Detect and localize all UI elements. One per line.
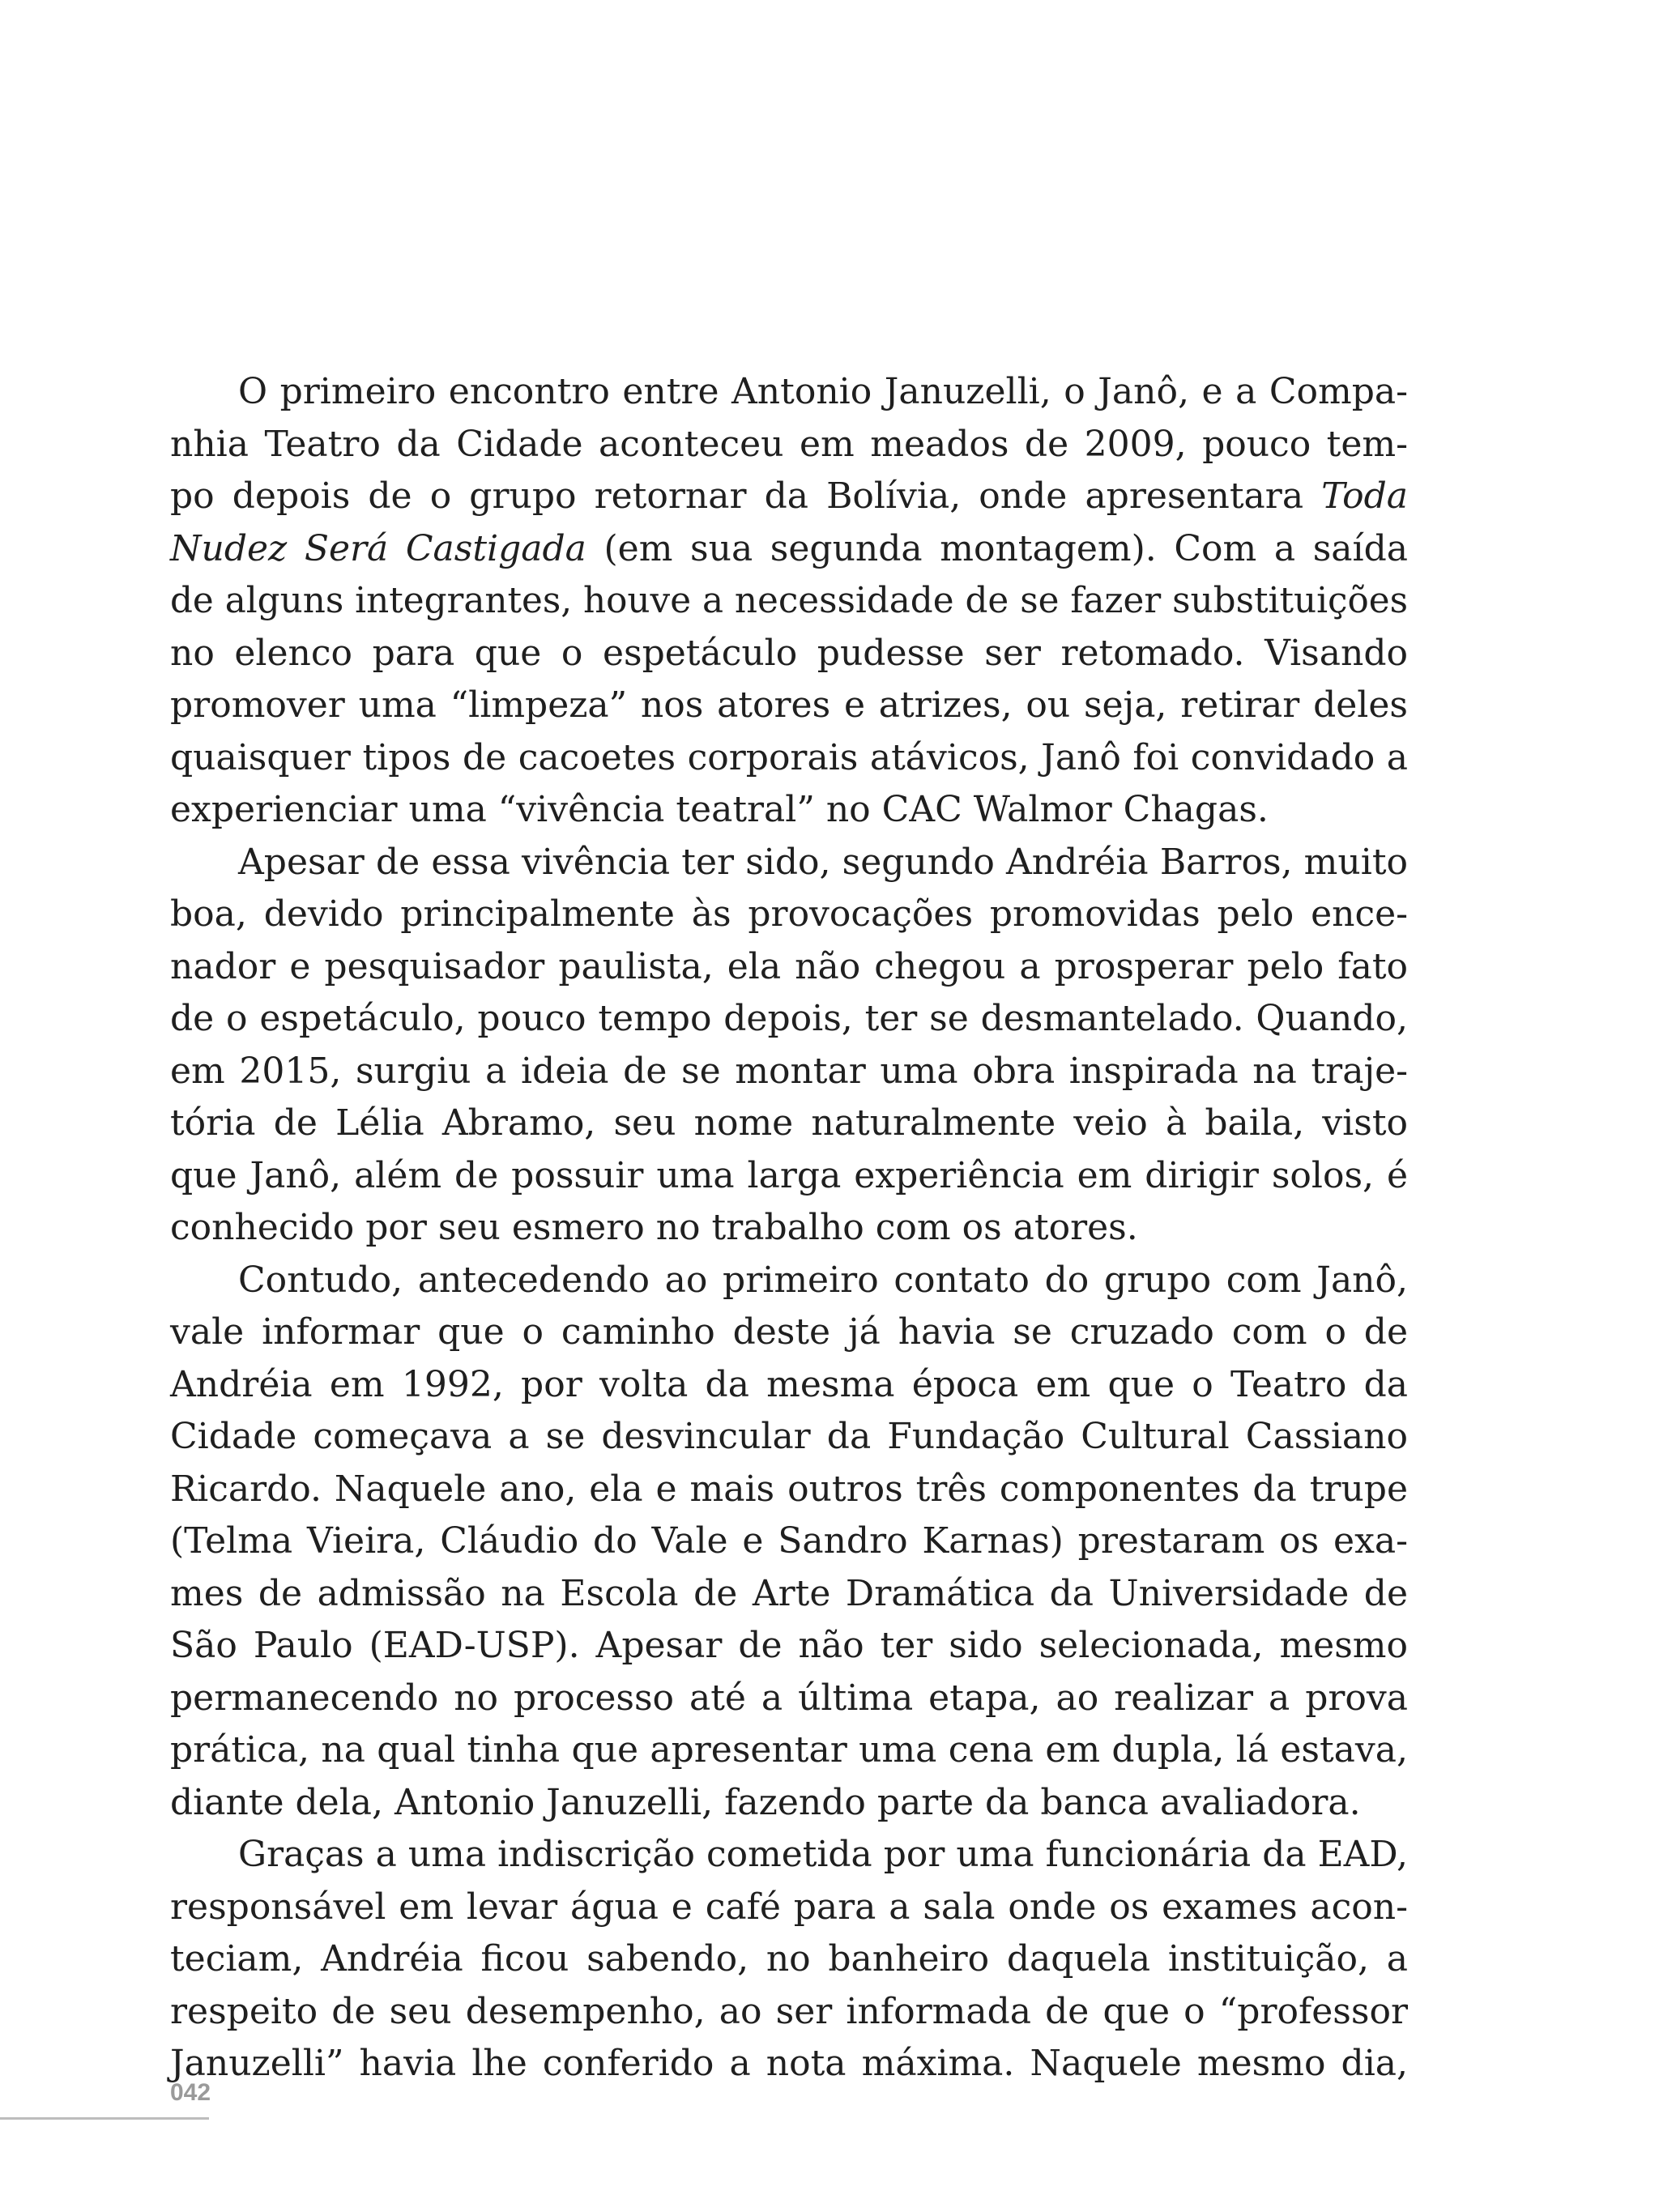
text-line: promover uma “limpeza” nos atores e atrizes, ou seja, retirar deles — [170, 684, 1408, 726]
page-number: 042 — [170, 2079, 211, 2106]
text-line: Andréia em 1992, por volta da mesma época em que o Teatro da — [170, 1363, 1408, 1405]
text-line: mes de admissão na Escola de Arte Dramática da Universidade de — [170, 1572, 1408, 1614]
text-line: teciam, Andréia ficou sabendo, no banheiro daquela instituição, a — [170, 1938, 1408, 1980]
text-line: que Janô, além de possuir uma larga experiência em dirigir solos, é — [170, 1154, 1408, 1196]
text-line: prática, na qual tinha que apresentar uma cena em dupla, lá estava, — [170, 1729, 1408, 1771]
paragraph-4 — [170, 1829, 1408, 2091]
text-line: permanecendo no processo até a última etapa, ao realizar a prova — [170, 1677, 1408, 1719]
text-line: tória de Lélia Abramo, seu nome naturalmente veio à baila, visto — [170, 1102, 1408, 1144]
text-line: O primeiro encontro entre Antonio Januzelli, o Janô, e a Compa- — [238, 371, 1408, 412]
footer-rule — [0, 2117, 209, 2120]
text-line: (Telma Vieira, Cláudio do Vale e Sandro Karnas) prestaram os exa- — [170, 1520, 1408, 1562]
text-line: nhia Teatro da Cidade aconteceu em meados de 2009, pouco tem- — [170, 423, 1408, 465]
text-line: de o espetáculo, pouco tempo depois, ter se desmantelado. Quando, — [170, 998, 1408, 1039]
paragraph-3 — [170, 1255, 1408, 1830]
text-line: nador e pesquisador paulista, ela não chegou a prosperar pelo fato — [170, 945, 1408, 987]
text-line: Graças a uma indiscrição cometida por uma funcionária da EAD, — [238, 1834, 1408, 1875]
text-line: Nudez Será Castigada (em sua segunda montagem). Com a saída — [170, 527, 1408, 569]
body-text — [170, 366, 1408, 2091]
italic-title: Nudez Será Castigada — [170, 527, 586, 569]
text-line: Cidade começava a se desvincular da Fundação Cultural Cassiano — [170, 1416, 1408, 1457]
text-line: no elenco para que o espetáculo pudesse ser retomado. Visando — [170, 632, 1408, 674]
text-line: po depois de o grupo retornar da Bolívia, onde apresentara Toda — [170, 475, 1408, 517]
text-line: diante dela, Antonio Januzelli, fazendo parte da banca avaliadora. — [170, 1781, 1361, 1823]
text-line: Apesar de essa vivência ter sido, segundo Andréia Barros, muito — [238, 841, 1408, 883]
text-line: São Paulo (EAD-USP). Apesar de não ter sido selecionada, mesmo — [170, 1625, 1408, 1666]
text-line: Januzelli” havia lhe conferido a nota máxima. Naquele mesmo dia, — [170, 2043, 1408, 2084]
text-line: Contudo, antecedendo ao primeiro contato do grupo com Janô, — [238, 1259, 1408, 1301]
text-line: em 2015, surgiu a ideia de se montar uma obra inspirada na traje- — [170, 1050, 1408, 1092]
text-line: respeito de seu desempenho, ao ser informada de que o “professor — [170, 1990, 1408, 2032]
text-line: quaisquer tipos de cacoetes corporais atávicos, Janô foi convidado a — [170, 736, 1408, 778]
text-line: conhecido por seu esmero no trabalho com os atores. — [170, 1207, 1138, 1248]
paragraph-1 — [170, 366, 1408, 837]
text-line: experienciar uma “vivência teatral” no CAC Walmor Chagas. — [170, 789, 1269, 830]
text-line: boa, devido principalmente às provocações promovidas pelo ence- — [170, 893, 1408, 935]
text-line: Ricardo. Naquele ano, ela e mais outros três componentes da trupe — [170, 1468, 1408, 1510]
text-line: de alguns integrantes, houve a necessidade de se fazer substituições — [170, 580, 1408, 621]
italic-title: Toda — [1321, 475, 1408, 517]
text-line: vale informar que o caminho deste já havia se cruzado com o de — [170, 1311, 1408, 1353]
paragraph-2 — [170, 837, 1408, 1255]
text-line: responsável em levar água e café para a sala onde os exames acon- — [170, 1886, 1408, 1928]
